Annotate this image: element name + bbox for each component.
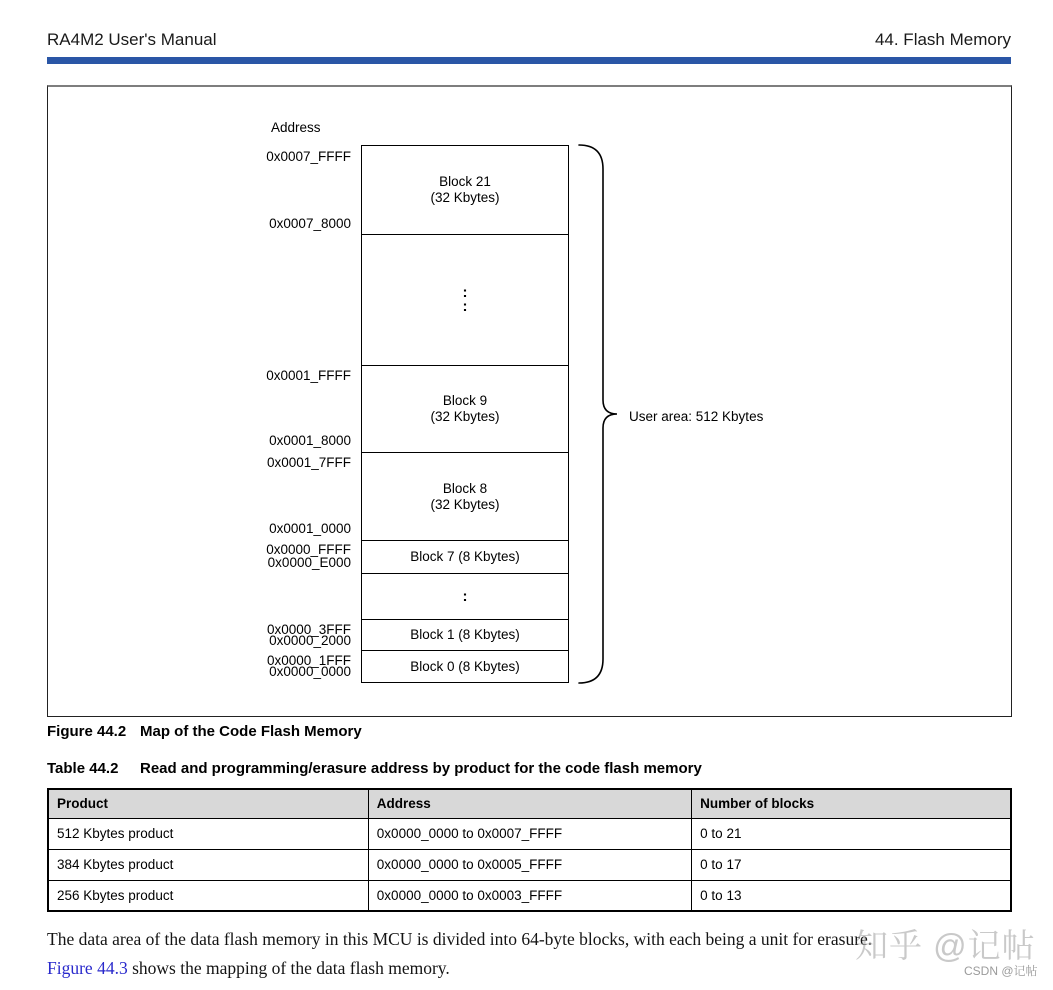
chapter-title: 44. Flash Memory [874, 30, 1011, 49]
ellipsis-gap [362, 235, 568, 366]
figure-number: Figure 44.2 [47, 723, 127, 740]
csdn-watermark: CSDN @记帖 [964, 964, 1038, 978]
address-heading: Address [271, 120, 321, 135]
address-label: 0x0000_1FFF [266, 653, 351, 668]
address-label: 0x0000_E000 [267, 555, 351, 570]
figure-caption [47, 723, 362, 740]
cell-address: 0x0000_0000 to 0x0005_FFFF [368, 849, 691, 880]
memory-block-1 [362, 620, 568, 651]
table-row [48, 849, 1011, 880]
figure-44-3-link[interactable]: Figure 44.3 [47, 957, 128, 978]
figure-title: Map of the Code Flash Memory [140, 723, 362, 740]
cell-product: 256 Kbytes product [48, 880, 368, 911]
memory-block-9 [362, 366, 568, 453]
cell-address: 0x0000_0000 to 0x0003_FFFF [368, 880, 691, 911]
vertical-dots-icon: : [462, 284, 468, 301]
block-name: Block 8 [442, 480, 488, 496]
block-name: Block 21 [439, 174, 491, 189]
memory-block-8 [362, 453, 568, 541]
cell-blocks: 0 to 17 [692, 849, 1011, 880]
vertical-dots-icon: : [462, 298, 468, 315]
address-label: 0x0000_2000 [269, 633, 351, 648]
ellipsis-gap [362, 574, 568, 620]
vertical-dots-icon: : [462, 587, 468, 605]
address-label: 0x0007_8000 [269, 216, 351, 231]
address-label: 0x0000_FFFF [266, 542, 351, 557]
table-row [48, 880, 1011, 911]
table-number: Table 44.2 [47, 760, 119, 777]
col-header-address: Address [368, 789, 691, 818]
zhihu-watermark: 知乎 @记帖 [855, 927, 1036, 964]
table-header-row [48, 789, 1011, 818]
cell-product: 512 Kbytes product [48, 818, 368, 849]
table-row [48, 818, 1011, 849]
memory-block-0 [362, 651, 568, 682]
body-sentence: The data area of the data flash memory in this MCU is divided into 64-byte blocks, with each being a unit for erasure. [47, 929, 873, 949]
address-label: 0x0007_FFFF [266, 149, 351, 164]
user-area-label: User area: 512 Kbytes [629, 409, 764, 424]
block-name: Block 9 [442, 393, 488, 408]
table-caption [47, 760, 702, 777]
product-address-table [47, 788, 1012, 912]
memory-block-stack [361, 145, 569, 683]
cell-blocks: 0 to 21 [692, 818, 1011, 849]
curly-brace-icon [573, 141, 623, 689]
table-title: Read and programming/erasure address by product for the code flash memory [140, 760, 702, 777]
block-name: Block 0 (8 Kbytes) [410, 658, 520, 674]
address-label: 0x0000_0000 [269, 664, 351, 679]
address-label: 0x0001_8000 [269, 433, 351, 448]
address-label: 0x0001_0000 [269, 521, 351, 536]
manual-title: RA4M2 User's Manual [47, 30, 217, 49]
col-header-blocks: Number of blocks [692, 789, 1011, 818]
memory-map-diagram [48, 87, 1011, 716]
address-label: 0x0001_7FFF [266, 455, 351, 470]
block-size: (32 Kbytes) [430, 190, 500, 205]
block-name: Block 1 (8 Kbytes) [410, 627, 520, 642]
block-size: (32 Kbytes) [430, 409, 500, 424]
header-rule [47, 57, 1011, 64]
address-label: 0x0000_3FFF [266, 622, 351, 637]
block-name: Block 7 (8 Kbytes) [410, 549, 520, 564]
cell-product: 384 Kbytes product [48, 849, 368, 880]
address-label: 0x0001_FFFF [266, 368, 351, 383]
memory-block-7 [362, 541, 568, 574]
body-sentence: shows the mapping of the data flash memory. [127, 957, 450, 978]
memory-block-21 [362, 146, 568, 235]
col-header-product: Product [48, 789, 368, 818]
cell-address: 0x0000_0000 to 0x0007_FFFF [368, 818, 691, 849]
figure-frame [47, 85, 1012, 717]
block-size: (32 Kbytes) [430, 496, 500, 512]
cell-blocks: 0 to 13 [692, 880, 1011, 911]
